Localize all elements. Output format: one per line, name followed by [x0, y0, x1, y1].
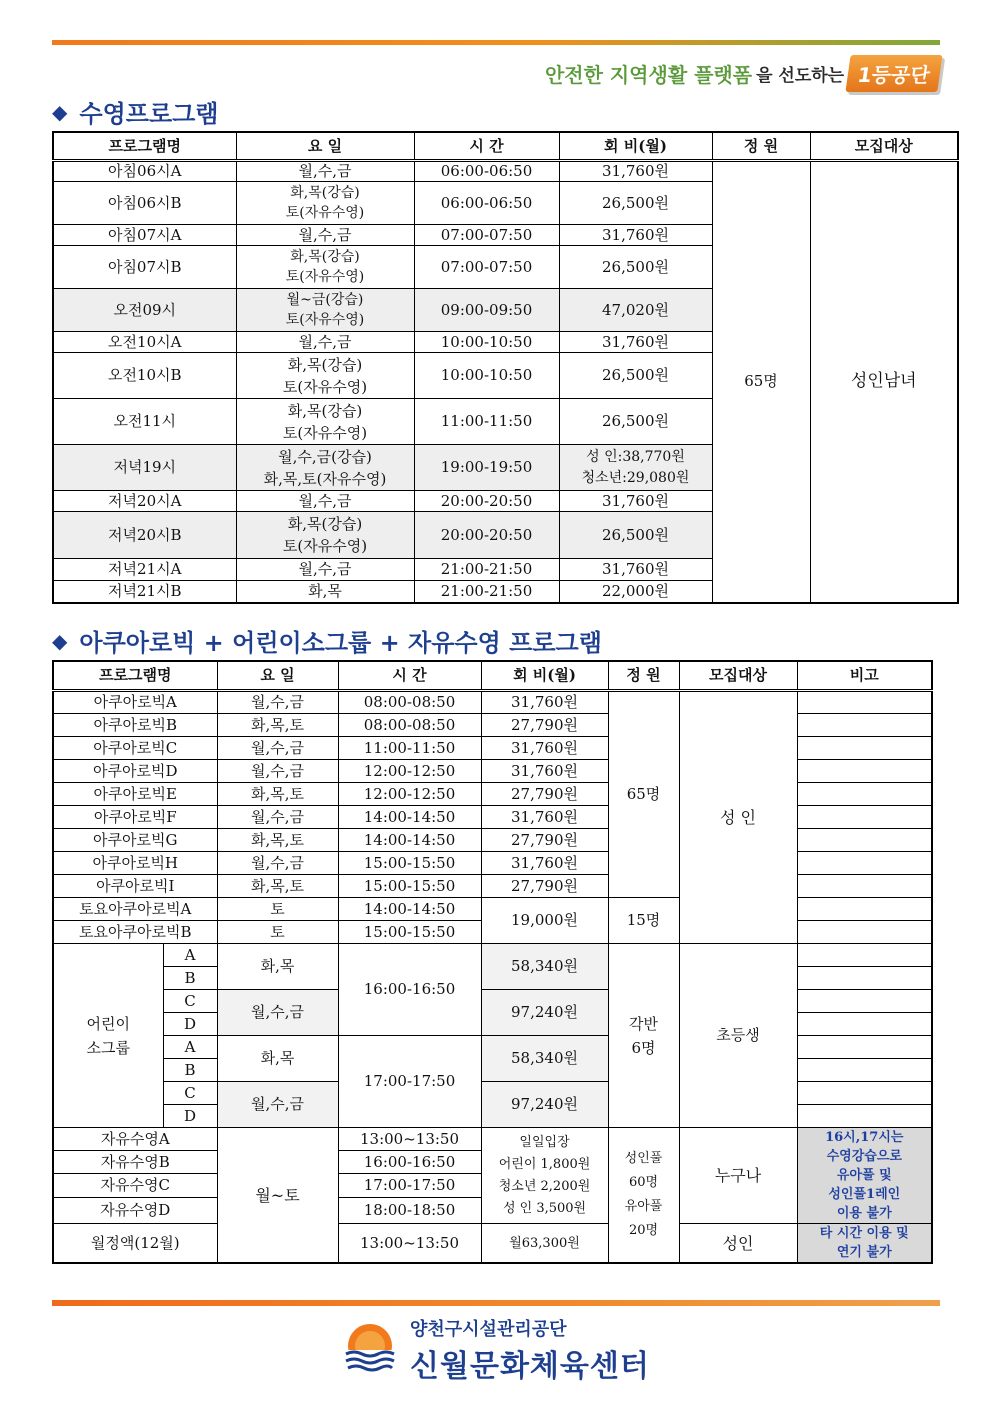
cell-time: 19:00-19:50 — [414, 445, 559, 491]
header-time: 시 간 — [414, 132, 559, 161]
cell-fee: 27,790원 — [481, 875, 608, 898]
header-target: 모집대상 — [679, 661, 797, 691]
cell-time: 14:00-14:50 — [338, 898, 481, 921]
cell-fee: 26,500원 — [559, 399, 712, 445]
cell-days: 월,수,금 — [236, 559, 414, 581]
cell-note-empty — [797, 806, 932, 829]
cell-fee: 27,790원 — [481, 783, 608, 806]
header-capacity: 정 원 — [608, 661, 679, 691]
cell-program: 아쿠아로빅G — [53, 829, 217, 852]
cell-days: 월,수,금 — [236, 332, 414, 353]
cell-time: 07:00-07:50 — [414, 246, 559, 289]
cell-days: 월,수,금 — [236, 225, 414, 246]
cell-days: 월,수,금 — [217, 760, 338, 783]
cell-time: 07:00-07:50 — [414, 225, 559, 246]
cell-fee: 27,790원 — [481, 829, 608, 852]
cell-days: 화,목(강습) 토(자유수영) — [236, 182, 414, 225]
swim-program-table — [52, 131, 959, 604]
cell-fee: 31,760원 — [481, 852, 608, 875]
cell-days: 화,목,토 — [217, 783, 338, 806]
cell-note-empty — [797, 898, 932, 921]
cell-days: 화,목,토 — [217, 875, 338, 898]
cell-program: 아쿠아로빅I — [53, 875, 217, 898]
cell-time: 18:00-18:50 — [338, 1197, 481, 1223]
cell-capacity: 65명 — [712, 161, 810, 603]
cell-program: 토요아쿠아로빅A — [53, 898, 217, 921]
bottom-accent-bar — [52, 1300, 940, 1306]
cell-target: 성인남녀 — [810, 161, 958, 603]
cell-program: 아침06시A — [53, 161, 236, 182]
cell-target: 성인 — [679, 1224, 797, 1264]
header-program: 프로그램명 — [53, 661, 217, 691]
section2-title — [52, 623, 602, 658]
cell-time: 21:00-21:50 — [414, 581, 559, 603]
cell-time: 11:00-11:50 — [414, 399, 559, 445]
cell-note-empty — [797, 714, 932, 737]
table-row — [53, 990, 932, 1013]
cell-sub: A — [163, 1036, 217, 1059]
cell-sub: C — [163, 990, 217, 1013]
cell-time: 12:00-12:50 — [338, 760, 481, 783]
cell-fee: 26,500원 — [559, 353, 712, 399]
cell-days: 화,목(강습) 토(자유수영) — [236, 353, 414, 399]
cell-time: 17:00-17:50 — [338, 1036, 481, 1128]
cell-capacity: 성인풀 60명 유아풀 20명 — [608, 1128, 679, 1264]
table-row — [53, 829, 932, 852]
cell-days: 월,수,금 — [217, 852, 338, 875]
cell-fee: 26,500원 — [559, 512, 712, 559]
cell-note-empty — [797, 990, 932, 1013]
table-header-row — [53, 132, 958, 161]
cell-sub: D — [163, 1105, 217, 1128]
cell-note-empty — [797, 760, 932, 783]
cell-program: 아쿠아로빅D — [53, 760, 217, 783]
table-row — [53, 806, 932, 829]
cell-fee: 22,000원 — [559, 581, 712, 603]
footer — [340, 1318, 670, 1382]
cell-program: 아쿠아로빅C — [53, 737, 217, 760]
cell-days: 월~금(강습) 토(자유수영) — [236, 289, 414, 332]
cell-fee: 97,240원 — [481, 990, 608, 1036]
cell-fee: 19,000원 — [481, 898, 608, 944]
cell-time: 13:00~13:50 — [338, 1128, 481, 1151]
cell-days: 화,목(강습) 토(자유수영) — [236, 512, 414, 559]
cell-program: 자유수영A — [53, 1128, 217, 1151]
cell-days: 화,목,토 — [217, 714, 338, 737]
cell-time: 16:00-16:50 — [338, 1151, 481, 1174]
cell-note: 16시,17시는 수영강습으로 유아풀 및 성인풀1레인 이용 불가 — [797, 1128, 932, 1224]
cell-fee: 31,760원 — [559, 332, 712, 353]
section1-title-text: 수영프로그램 — [79, 100, 219, 128]
cell-fee: 31,760원 — [481, 760, 608, 783]
cell-note-empty — [797, 875, 932, 898]
cell-program: 아침07시A — [53, 225, 236, 246]
cell-fee: 31,760원 — [481, 737, 608, 760]
cell-note-empty — [797, 1013, 932, 1036]
table-row — [53, 875, 932, 898]
cell-time: 12:00-12:50 — [338, 783, 481, 806]
cell-days: 화,목 — [217, 1036, 338, 1082]
cell-note-empty — [797, 921, 932, 944]
cell-fee: 58,340원 — [481, 1036, 608, 1082]
header-days: 요 일 — [217, 661, 338, 691]
cell-time: 21:00-21:50 — [414, 559, 559, 581]
footer-text — [410, 1315, 650, 1385]
cell-note-empty — [797, 1082, 932, 1105]
cell-time: 13:00~13:50 — [338, 1224, 481, 1264]
cell-note-empty — [797, 1059, 932, 1082]
cell-program: 자유수영C — [53, 1174, 217, 1197]
table-row — [53, 1224, 932, 1264]
diamond-icon: ◆ — [52, 99, 68, 124]
cell-fee: 월63,300원 — [481, 1224, 608, 1264]
table-row — [53, 161, 958, 182]
cell-fee: 31,760원 — [559, 161, 712, 182]
section1-title — [52, 94, 219, 129]
cell-fee: 58,340원 — [481, 944, 608, 990]
header-slogan — [545, 56, 940, 90]
header-program: 프로그램명 — [53, 132, 236, 161]
cell-fee: 성 인:38,770원 청소년:29,080원 — [559, 445, 712, 491]
cell-fee: 27,790원 — [481, 714, 608, 737]
cell-program: 자유수영B — [53, 1151, 217, 1174]
cell-capacity: 15명 — [608, 898, 679, 944]
footer-center: 신월문화체육센터 — [410, 1349, 650, 1384]
cell-days: 토 — [217, 921, 338, 944]
cell-sub: A — [163, 944, 217, 967]
cell-program: 아쿠아로빅E — [53, 783, 217, 806]
table-row — [53, 760, 932, 783]
cell-note-empty — [797, 829, 932, 852]
cell-program: 저녁19시 — [53, 445, 236, 491]
cell-days: 월,수,금 — [217, 806, 338, 829]
cell-fee: 일일입장 어린이 1,800원 청소년 2,200원 성 인 3,500원 — [481, 1128, 608, 1224]
cell-note-empty — [797, 944, 932, 967]
cell-note-empty — [797, 691, 932, 714]
cell-time: 08:00-08:50 — [338, 691, 481, 714]
cell-program: 아침07시B — [53, 246, 236, 289]
center-logo-icon — [340, 1320, 400, 1380]
cell-target: 초등생 — [679, 944, 797, 1128]
cell-program: 오전11시 — [53, 399, 236, 445]
cell-time: 15:00-15:50 — [338, 875, 481, 898]
cell-capacity: 65명 — [608, 691, 679, 898]
cell-days: 토 — [217, 898, 338, 921]
table-row — [53, 1082, 932, 1105]
cell-fee: 31,760원 — [559, 225, 712, 246]
cell-program: 월정액(12월) — [53, 1224, 217, 1264]
slogan-badge: 1등공단 — [846, 55, 943, 92]
cell-program: 저녁21시A — [53, 559, 236, 581]
slogan-green: 안전한 지역생활 플랫폼 — [544, 62, 753, 87]
cell-program: 아쿠아로빅F — [53, 806, 217, 829]
header-capacity: 정 원 — [712, 132, 810, 161]
cell-days: 월,수,금 — [236, 161, 414, 182]
cell-days: 화,목 — [217, 944, 338, 990]
cell-time: 16:00-16:50 — [338, 944, 481, 1036]
cell-time: 14:00-14:50 — [338, 806, 481, 829]
cell-target: 성 인 — [679, 691, 797, 944]
header-days: 요 일 — [236, 132, 414, 161]
cell-time: 10:00-10:50 — [414, 353, 559, 399]
cell-fee: 31,760원 — [481, 691, 608, 714]
cell-days: 월,수,금(강습) 화,목,토(자유수영) — [236, 445, 414, 491]
cell-target: 누구나 — [679, 1128, 797, 1224]
cell-note: 타 시간 이용 및 연기 불가 — [797, 1224, 932, 1264]
cell-fee: 31,760원 — [559, 491, 712, 512]
cell-time: 09:00-09:50 — [414, 289, 559, 332]
cell-time: 08:00-08:50 — [338, 714, 481, 737]
header-fee: 회 비(월) — [481, 661, 608, 691]
table-header-row — [53, 661, 932, 691]
cell-time: 06:00-06:50 — [414, 182, 559, 225]
cell-days: 월,수,금 — [217, 990, 338, 1036]
cell-days: 화,목 — [236, 581, 414, 603]
cell-program: 아쿠아로빅B — [53, 714, 217, 737]
table-row — [53, 944, 932, 967]
cell-program: 저녁20시B — [53, 512, 236, 559]
cell-time: 10:00-10:50 — [414, 332, 559, 353]
cell-program: 토요아쿠아로빅B — [53, 921, 217, 944]
cell-time: 20:00-20:50 — [414, 512, 559, 559]
cell-program: 오전10시B — [53, 353, 236, 399]
aqua-kids-free-table — [52, 660, 933, 1264]
cell-days: 월,수,금 — [217, 737, 338, 760]
table-row — [53, 1036, 932, 1059]
cell-sub: B — [163, 1059, 217, 1082]
slogan-dark: 을 선도하는 — [756, 65, 845, 86]
table-row — [53, 714, 932, 737]
cell-note-empty — [797, 1036, 932, 1059]
header-note: 비고 — [797, 661, 932, 691]
cell-fee: 31,760원 — [481, 806, 608, 829]
section2-title-text: 아쿠아로빅 + 어린이소그룹 + 자유수영 프로그램 — [79, 629, 602, 657]
header-fee: 회 비(월) — [559, 132, 712, 161]
cell-time: 11:00-11:50 — [338, 737, 481, 760]
cell-program: 자유수영D — [53, 1197, 217, 1223]
cell-note-empty — [797, 737, 932, 760]
cell-program: 오전10시A — [53, 332, 236, 353]
cell-program: 오전09시 — [53, 289, 236, 332]
cell-days: 월~토 — [217, 1128, 338, 1264]
cell-note-empty — [797, 967, 932, 990]
table-row — [53, 898, 932, 921]
table-row — [53, 737, 932, 760]
cell-program: 어린이 소그룹 — [53, 944, 163, 1128]
table-row — [53, 1128, 932, 1151]
diamond-icon: ◆ — [52, 628, 68, 653]
cell-note-empty — [797, 783, 932, 806]
cell-days: 화,목,토 — [217, 829, 338, 852]
cell-note-empty — [797, 852, 932, 875]
header-target: 모집대상 — [810, 132, 958, 161]
cell-days: 월,수,금 — [217, 1082, 338, 1128]
table-row — [53, 852, 932, 875]
cell-sub: C — [163, 1082, 217, 1105]
cell-time: 17:00-17:50 — [338, 1174, 481, 1197]
footer-org: 양천구시설관리공단 — [410, 1319, 567, 1340]
header-time: 시 간 — [338, 661, 481, 691]
cell-note-empty — [797, 1105, 932, 1128]
cell-days: 월,수,금 — [217, 691, 338, 714]
cell-days: 월,수,금 — [236, 491, 414, 512]
cell-fee: 26,500원 — [559, 246, 712, 289]
table-row — [53, 783, 932, 806]
cell-program: 아쿠아로빅A — [53, 691, 217, 714]
cell-program: 아침06시B — [53, 182, 236, 225]
cell-time: 15:00-15:50 — [338, 921, 481, 944]
cell-capacity: 각반 6명 — [608, 944, 679, 1128]
cell-program: 아쿠아로빅H — [53, 852, 217, 875]
cell-program: 저녁21시B — [53, 581, 236, 603]
cell-time: 15:00-15:50 — [338, 852, 481, 875]
top-accent-bar — [52, 40, 940, 45]
cell-time: 14:00-14:50 — [338, 829, 481, 852]
table-row — [53, 691, 932, 714]
cell-fee: 26,500원 — [559, 182, 712, 225]
cell-fee: 47,020원 — [559, 289, 712, 332]
cell-days: 화,목(강습) 토(자유수영) — [236, 246, 414, 289]
cell-fee: 97,240원 — [481, 1082, 608, 1128]
cell-time: 06:00-06:50 — [414, 161, 559, 182]
cell-program: 저녁20시A — [53, 491, 236, 512]
cell-fee: 31,760원 — [559, 559, 712, 581]
cell-time: 20:00-20:50 — [414, 491, 559, 512]
cell-sub: D — [163, 1013, 217, 1036]
cell-sub: B — [163, 967, 217, 990]
cell-days: 화,목(강습) 토(자유수영) — [236, 399, 414, 445]
